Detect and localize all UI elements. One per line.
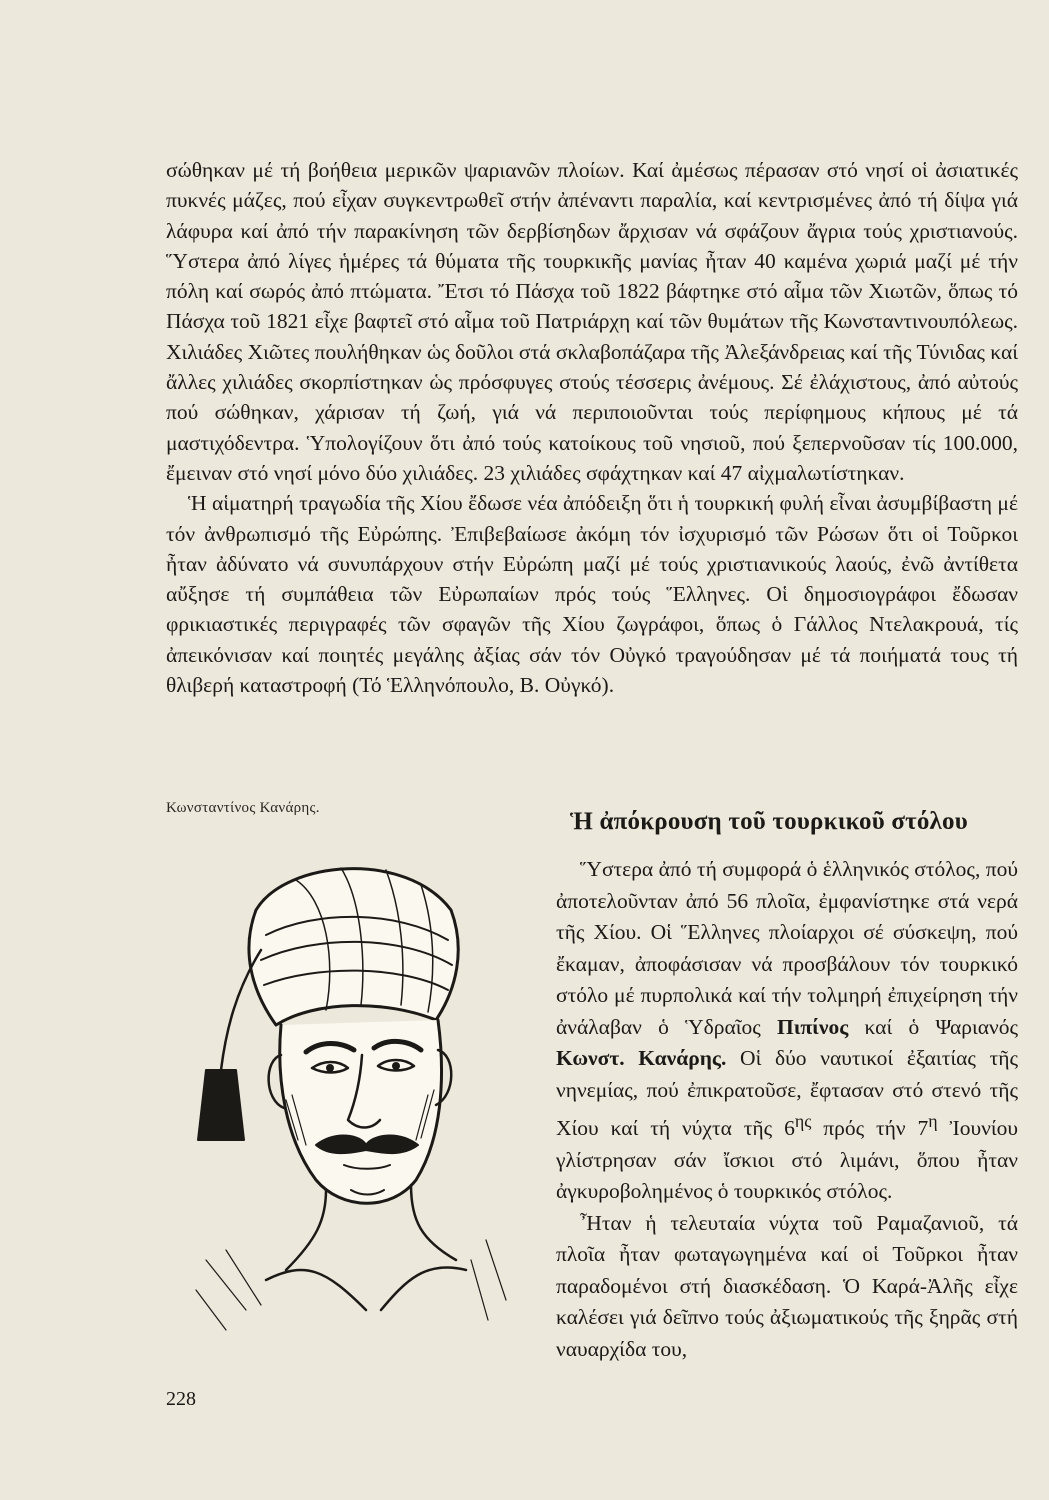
paragraph-chios-massacre: σώθηκαν μέ τή βοήθεια μερικῶν ψαριανῶν πλοίων. Καί ἀμέσως πέρασαν στό νησί οἱ ἀσιατικές πυκνές μάζες, πού εἶχαν συγκεντρωθεῖ στήν ἀπέναντι παραλία, καί κεντρισμένες ἀπό τή δίψα γιά λάφυρα καί ἀπό τήν παρακίνηση τῶν δερβίσηδων ἄρχισαν νά σφάζουν ἄγρια τούς χριστιανούς. Ὕστερα ἀπό λίγες ἡμέρες τά θύματα τῆς τουρκικῆς μανίας ἦταν 40 καμένα χωριά μαζί μέ τήν πόλη καί σωρός ἀπό πτώματα. Ἔτσι τό Πάσχα τοῦ 1822 βάφτηκε στό αἷμα τῶν Χιωτῶν, ὅπως τό Πάσχα τοῦ 1821 εἶχε βαφτεῖ στό αἷμα τοῦ Πατριάρχη καί τῶν θυμάτων τῆς Κωνσταντινουπόλεως. Χιλιάδες Χιῶτες πουλήθηκαν ὡς δοῦλοι στά σκλαβοπάζαρα τῆς Ἀλεξάνδρειας καί τῆς Τύνιδας καί ἄλλες χιλιάδες σκορπίστηκαν ὡς πρόσφυγες στούς τέσσερις ἀνέμους. Σέ ἐλάχιστους, ἀπό αὐτούς πού σώθηκαν, χάρισαν τή ζωή, γιά νά περιποιοῦνται τούς περίφημους κήπους μέ τά μαστιχόδεντρα. Ὑπολογίζουν ὅτι ἀπό τούς κατοίκους τοῦ νησιοῦ, πού ξεπερνοῦσαν τίς 100.000, ἔμειναν στό νησί μόνο δύο χιλιάδες. 23 χιλιάδες σφάχτηκαν καί 47 αἰχμαλωτίστηκαν. — [166, 158, 1018, 485]
name-pipinos: Πιπίνος — [777, 1014, 849, 1039]
superscript-ordinal: η — [928, 1111, 938, 1131]
text-fragment: Οἱ δύο ναυτικοί ἐξαιτίας τῆς νηνεμίας, πού ἐπικρατοῦσε, ἔφτασαν στό στενό τῆς Χίου καί τή νύχτα τῆς 6 — [556, 1046, 1018, 1141]
portrait-illustration — [166, 840, 536, 1340]
text-fragment: Ὕστερα ἀπό τή συμφορά ὁ ἑλληνικός στόλος, πού ἀποτελοῦνταν ἀπό 56 πλοῖα, ἐμφανίστηκε στά νερά τῆς Χίου. Οἱ Ἕλληνες πλοίαρχοι σέ σύσκεψη, πού ἔκαμαν, ἀποφάσισαν νά προσβάλουν τόν τουρκικό στόλο μέ πυρπολικά καί τήν τολμηρή ἐπιχείρηση τήν ἀνάλαβαν ὁ Ὑδραῖος — [556, 857, 1018, 1039]
section-heading: Ἡ ἀπόκρουση τοῦ τουρκικοῦ στόλου — [570, 808, 968, 835]
paragraph-chios-aftermath: Ἡ αἱματηρή τραγωδία τῆς Χίου ἔδωσε νέα ἀπόδειξη ὅτι ἡ τουρκική φυλή εἶναι ἀσυμβίβαστη μέ τόν ἀνθρωπισμό τῆς Εὐρώπης. Ἐπιβεβαίωσε ἀκόμη τόν ἰσχυρισμό τῶν Ρώσων ὅτι οἱ Τοῦρκοι ἦταν ἀδύνατο νά συνυπάρχουν στήν Εὐρώπη μαζί μέ τούς χριστιανικούς λαούς, ἐνῶ ἀντίθετα αὔξησε τή συμπάθεια τῶν Εὐρωπαίων πρός τούς Ἕλληνες. Οἱ δημοσιογράφοι ἔδωσαν φρικιαστικές περιγραφές τῶν σφαγῶν τῆς Χίου ζωγράφοι, ὅπως ὁ Γάλλος Ντελακρουά, τίς ἀπεικόνισαν καί ποιητές μεγάλης ἀξίας σάν τόν Οὐγκό τραγούδησαν μέ τά ποιήματά τους τή θλιβερή καταστροφή (Τό Ἑλληνόπουλο, Β. Οὐγκό). — [166, 491, 1018, 698]
main-text-block — [166, 155, 1018, 700]
paragraph-ramadan-night: Ἦταν ἡ τελευταία νύχτα τοῦ Ραμαζανιοῦ, τά πλοῖα ἦταν φωταγωγημένα καί οἱ Τοῦρκοι ἦταν παραδομένοι στή διασκέδαση. Ὁ Καρά-Ἀλῆς εἶχε καλέσει γιά δεῖπνο τούς ἀξιωματικούς τῆς ξηρᾶς στή ναυαρχίδα του, — [556, 1210, 1018, 1361]
name-kanaris: Κωνστ. Κανάρης. — [556, 1046, 727, 1070]
page-number: 228 — [166, 1388, 196, 1410]
right-column — [556, 808, 1018, 1365]
text-fragment: καί ὁ Ψαριανός — [848, 1014, 1018, 1039]
paragraph-fleet-arrival — [556, 854, 1018, 1208]
text-fragment: Ἰουνίου γλίστρησαν σάν ἴσκιοι στό λιμάνι, ὅπου ἦταν ἀγκυροβολημένος ὁ τουρκικός στόλος. — [556, 1116, 1018, 1204]
superscript-ordinal: ης — [794, 1111, 812, 1131]
portrait-caption: Κωνσταντίνος Κανάρης. — [166, 800, 320, 816]
text-fragment: πρός τήν 7 — [811, 1116, 929, 1141]
